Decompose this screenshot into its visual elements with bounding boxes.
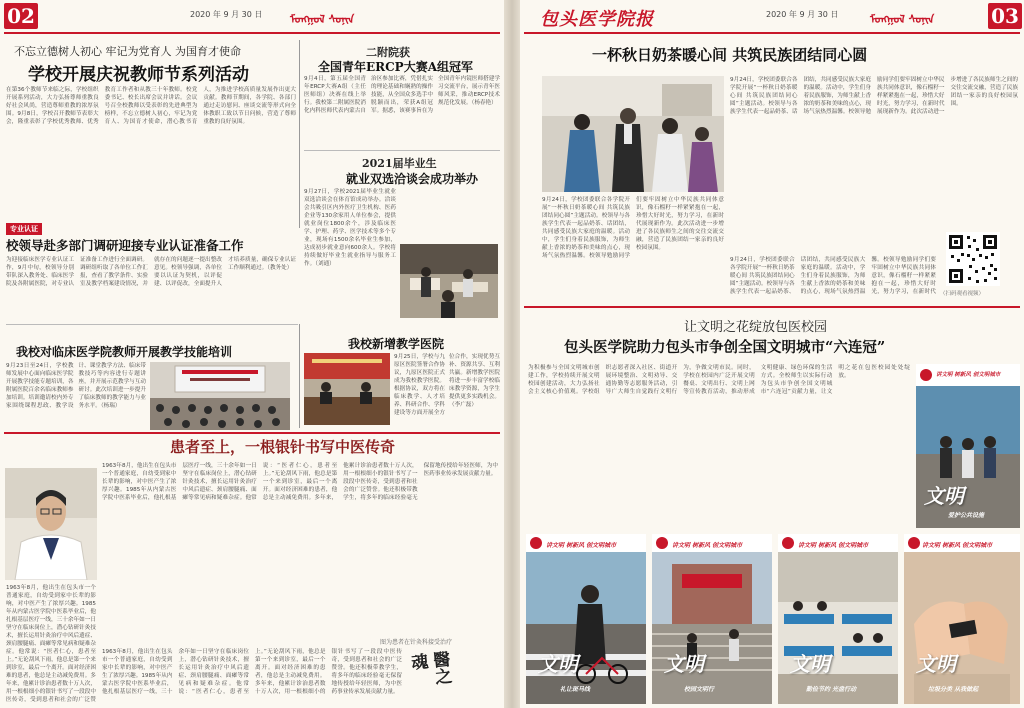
civility-photo-1-graphic (526, 534, 646, 704)
issue-date-left: 2020 年 9 月 30 日 (190, 10, 263, 19)
right-article2-headline: 包头医学院助力包头市争创全国文明城市“六连冠” (564, 339, 886, 356)
article7-body: 1963年8月，他出生在包头市一个普通家庭，自幼受到家中长辈的影响，对中医产生了浓厚兴趣。1985年从内蒙古医学院中医系毕业后，他扎根基层医疗一线，三十余年如一日坚守在临床岗位上，潜心钻研针灸技术，擅长运用针灸治疗中风后遗症、颈肩腰腿痛、面瘫等常见病和疑难杂症。他常说：“医者仁心，患者至上。”无论刮风下雨，他总是第一个来到诊室，最后一个离开。面对经济困难的患者，他总是主动减免费用。多年来，他累计诊治患者数十万人次，用一根根细小的银针书写了一段段中医传奇，受到患者和社会的广泛赞誉。他还积极带教学生，将多年的临床经验毫无保留地传授给年轻医师，为中医药事业传承发展贡献力量。 (102, 463, 498, 501)
civility-photo-4-graphic (904, 534, 1020, 704)
qr-code-graphic (946, 232, 1000, 286)
right-page (520, 0, 1024, 708)
column-divider (299, 40, 300, 228)
milk-tea-photo-graphic (542, 76, 724, 192)
paper-name: 包头医学院报 (540, 9, 654, 30)
article7-photo-caption: 图为患者在针灸科接受治疗 (380, 639, 453, 646)
photo4-slogan: 讲文明 树新风 创文明城市 (922, 542, 993, 549)
qr-caption: （扫码观看视频） (940, 291, 985, 297)
side-caption: 爱护公共设施 (948, 512, 985, 519)
article5-headline: 我校对临床医学院教师开展教学技能培训 (16, 345, 233, 359)
article3-kicker: 2021届毕业生 (362, 157, 437, 170)
photo4-watermark: 文明 (916, 652, 956, 676)
civility-photo-2 (652, 534, 772, 704)
photo4-caption: 垃圾分类 从我做起 (928, 686, 979, 693)
left-page (0, 0, 504, 708)
photo1-caption: 礼让斑马线 (560, 686, 591, 693)
doctor-portrait-graphic (5, 468, 97, 580)
calligraphy-seal (406, 649, 468, 702)
right-article1-body: 9月24日，学校团委联合各学院开展“一杯秋日奶茶暖心间 共筑民族团结同心圆”主题活动。校领导与各族学生代表一起品奶茶、话团结，共同感受民族大家庭的温暖。活动中，学生们身着民族服饰，为师生献上香浓的奶茶和美味的点心，现场气氛热烈温馨。校领导勉励同学们要牢固树立中华民族共同体意识，像石榴籽一样紧紧抱在一起，珍惜大好时光，努力学习，在新时代展现新作为。此次活动进一步增进了各民族师生之间的交往交流交融，营造了民族团结一家亲的良好校园氛围。 (730, 77, 1018, 115)
right-article1-headline: 一杯秋日奶茶暖心间 共筑民族团结同心圆 (592, 46, 868, 64)
calligraphy-seal-text: 醫之魂 (406, 649, 452, 686)
civility-photo-4 (904, 534, 1020, 704)
hospital-signing-photo (304, 353, 390, 425)
right-section-rule (524, 306, 1020, 308)
article6-headline: 我校新增教学医院 (348, 337, 445, 351)
hospital-signing-photo-graphic (304, 353, 390, 425)
photo1-slogan: 讲文明 树新风 创文明城市 (546, 542, 617, 549)
lower-section-rule (4, 432, 500, 434)
photo1-watermark: 文明 (538, 652, 578, 676)
article3-body: 9月27日，学校2021届毕业生就业双选洽谈会在体育馆成功举办。洽谈会共吸引区内外医疗卫生机构、医药企业等130余家用人单位参会，提供就业岗位1800余个，涉及临床医学、护理、药学、医学技术等多个专业，现场有1500余名毕业生参加，达成初步就业意向600余人。学校将持续做好毕业生就业指导与服务工作。（刘通） (304, 189, 396, 267)
article6-body: 9月25日，学校与九原区医院签署合作协议，九原区医院正式成为我校教学医院。根据协议，双方将在临床教学、人才培养、科研合作、学科建设等方面开展全方位合作，实现优势互补、资源共享、互利共赢。新增教学医院将进一步丰富学校临床教学资源，为学生提供更多实践机会。（李广磊） (394, 354, 500, 416)
issue-date-right: 2020 年 9 月 30 日 (766, 10, 839, 19)
doctor-portrait (5, 468, 97, 580)
job-fair-photo-graphic (400, 244, 498, 318)
mongolian-title-left: ᠮᠣᠩᠭᠣᠯ ᠰᠣᠨᠢᠨ (290, 13, 355, 26)
right-article2-kicker: 让文明之花绽放包医校园 (684, 320, 828, 335)
photo2-watermark: 文明 (664, 652, 704, 676)
civility-photo-3 (778, 534, 898, 704)
article2-body: 9月4日，第五届全国青年ERCP大赛A组（主任医师组）决赛在线上举行。我校第二附属医院消化内科医师代表内蒙古自治区参加比赛，凭借扎实的理论基础和娴熟的操作技能，从全国众多选手中脱颖而出，荣获A组冠军。据悉，该赛事旨在为全国青年内镜医师搭建学习交流平台，展示青年医师风采，推动ERCP技术规范化发展。（杨春艳） (304, 76, 500, 114)
article1-kicker: 不忘立德树人初心 牢记为党育人 为国育才使命 (14, 45, 241, 58)
article5-body: 9月23日至24日，学校教师发展中心面向临床医学院开展教学技能专题培训，各附属医院百余名临床教师参加培训。培训邀请校内外专家围绕课程思政、教学设计、课堂教学方法、临床带教技巧等内容进行专题讲座，并开展示范教学与互动研讨。此次培训进一步提升了临床教师的教学能力与业务水平。（杨瑞） (6, 363, 146, 409)
article7-headline: 患者至上，一根银针书写中医传奇 (170, 438, 396, 456)
article4-body: 为迎接临床医学专业认证工作，9月中旬，校领导分别带队深入教务处、临床医学院及各附属医院，对专业认证准备工作进行全面调研。调研组听取了各单位工作汇报，查看了教学条件、实验室及教学档案建设情况，并就存在的问题逐一提出整改意见。校领导强调，各单位要以认证为契机，以评促建、以评促改，全面提升人才培养质量，确保专业认证工作顺利通过。（教务处） (6, 257, 296, 287)
page-gutter (504, 0, 520, 708)
job-fair-photo (400, 244, 498, 318)
right-article1-body-a: 9月24日，学校团委联合各学院开展“一杯秋日奶茶暖心间 共筑民族团结同心圆”主题活动。校领导与各族学生代表一起品奶茶、话团结，共同感受民族大家庭的温暖。活动中，学生们身着民族服饰，为师生献上香浓的奶茶和美味的点心，现场气氛热烈温馨。校领导勉励同学们要牢固树立中华民族共同体意识，像石榴籽一样紧紧抱在一起，珍惜大好时光，努力学习，在新时代展现新作为。此次活动进一步增进了各民族师生之间的交往交流交融，营造了民族团结一家亲的良好校园氛围。 (542, 197, 724, 259)
photo3-caption: 勤俭节约 光盘行动 (806, 686, 857, 693)
article7-body-column1: 1963年8月，他出生在包头市一个普通家庭，自幼受到家中长辈的影响，对中医产生了浓厚兴趣。1985年从内蒙古医学院中医系毕业后，他扎根基层医疗一线，三十余年如一日坚守在临床岗位上，潜心钻研针灸技术，擅长运用针灸治疗中风后遗症、颈肩腰腿痛、面瘫等常见病和疑难杂症。他常说：“医者仁心，患者至上。”无论刮风下雨，他总是第一个来到诊室，最后一个离开。面对经济困难的患者，他总是主动减免费用。多年来，他累计诊治患者数十万人次，用一根根细小的银针书写了一段段中医传奇，受到患者和社会的广泛赞 (6, 585, 96, 702)
column-divider-2 (299, 324, 300, 428)
header-rule-right (524, 32, 1020, 34)
side-banner-slogan: 讲文明 树新风 创文明城市 (936, 372, 1001, 378)
photo3-slogan: 讲文明 树新风 创文明城市 (798, 542, 869, 549)
training-photo (150, 362, 290, 430)
header-rule-left (4, 32, 500, 34)
right-article2-body: 为积极参与全国文明城市创建工作，学校持续开展文明校园创建活动，大力弘扬社会主义核心价值观。学校组织志愿者深入社区、街道开展环境整治、文明劝导、交通协勤等志愿服务活动，引导广大师生自觉践行文明行为，争做文明市民。同时，学校在校园内广泛开展文明餐桌、文明出行、文明上网等宣传教育活动，推动形成文明健康、绿色环保的生活方式。全校师生以实际行动为包头市争创全国文明城市“六连冠”贡献力量，让文明之花在包医校园处处绽放。 (528, 365, 910, 395)
photo2-slogan: 讲文明 树新风 创文明城市 (672, 542, 743, 549)
civility-photo-1 (526, 534, 646, 704)
mongolian-title-right: ᠮᠣᠩᠭᠣᠯ ᠰᠣᠨᠢᠨ (870, 13, 935, 26)
article1-headline: 学校开展庆祝教师节系列活动 (28, 65, 249, 85)
section-tag-accreditation: 专业认证 (6, 223, 42, 235)
page-number-left: 02 (4, 3, 38, 29)
milk-tea-photo (542, 76, 724, 192)
photo2-caption: 校园文明行 (684, 686, 715, 693)
civility-photo-3-graphic (778, 534, 898, 704)
civility-photo-2-graphic (652, 534, 772, 704)
article7-body-tail: 1963年8月，他出生在包头市一个普通家庭，自幼受到家中长辈的影响，对中医产生了浓厚兴趣。1985年从内蒙古医学院中医系毕业后，他扎根基层医疗一线，三十余年如一日坚守在临床岗位上，潜心钻研针灸技术，擅长运用针灸治疗中风后遗症、颈肩腰腿痛、面瘫等常见病和疑难杂症。他常说：“医者仁心，患者至上。”无论刮风下雨，他总是第一个来到诊室，最后一个离开。面对经济困难的患者，他总是主动减免费用。多年来，他累计诊治患者数十万人次，用一根根细小的银针书写了一段段中医传奇，受到患者和社会的广泛赞誉。他还积极带教学生，将多年的临床经验毫无保留地传授给年轻医师，为中医药事业传承发展贡献力量。 (102, 649, 402, 695)
photo3-watermark: 文明 (790, 652, 830, 676)
article4-headline: 校领导赴多部门调研迎接专业认证准备工作 (6, 238, 244, 253)
side-watermark: 文明 (924, 484, 964, 508)
qr-code[interactable] (946, 232, 1000, 286)
article3-headline: 就业双选洽谈会成功举办 (346, 172, 479, 186)
article2-kicker: 二附院获 (366, 46, 410, 59)
article4-divider (6, 324, 298, 325)
right-article1-body-tail: 9月24日，学校团委联合各学院开展“一杯秋日奶茶暖心间 共筑民族团结同心圆”主题活动。校领导与各族学生代表一起品奶茶、话团结，共同感受民族大家庭的温暖。活动中，学生们身着民族服饰，为师生献上香浓的奶茶和美味的点心，现场气氛热烈温馨。校领导勉励同学们要牢固树立中华民族共同体意识，像石榴籽一样紧紧抱在一起，珍惜大好时光，努力学习，在新时代 (730, 257, 936, 295)
training-photo-graphic (150, 362, 290, 430)
article1-body: 在第36个教师节来临之际，学校组织开展系列活动，大力弘扬尊师重教良好社会风尚，营造尊师重教的浓厚氛围。9月8日，学校召开教师节表彰大会，隆重表彰了学校优秀教师、优秀教育工作者和从教三十年教师。校党委书记、校长出席会议并讲话。会议号召全校教师以受表彰的先进典型为榜样，不忘立德树人初心，牢记为党育人、为国育才使命，潜心教书育人，为推进学校高质量发展作出更大贡献。教师节期间，各学院、各部门通过走访慰问、座谈交流等形式向全体教职工致以节日问候，营造了尊师重教的良好氛围。 (6, 87, 296, 125)
page-number-right: 03 (988, 3, 1022, 29)
article2-headline: 全国青年ERCP大赛A组冠军 (318, 60, 474, 74)
article2-divider (304, 150, 500, 151)
